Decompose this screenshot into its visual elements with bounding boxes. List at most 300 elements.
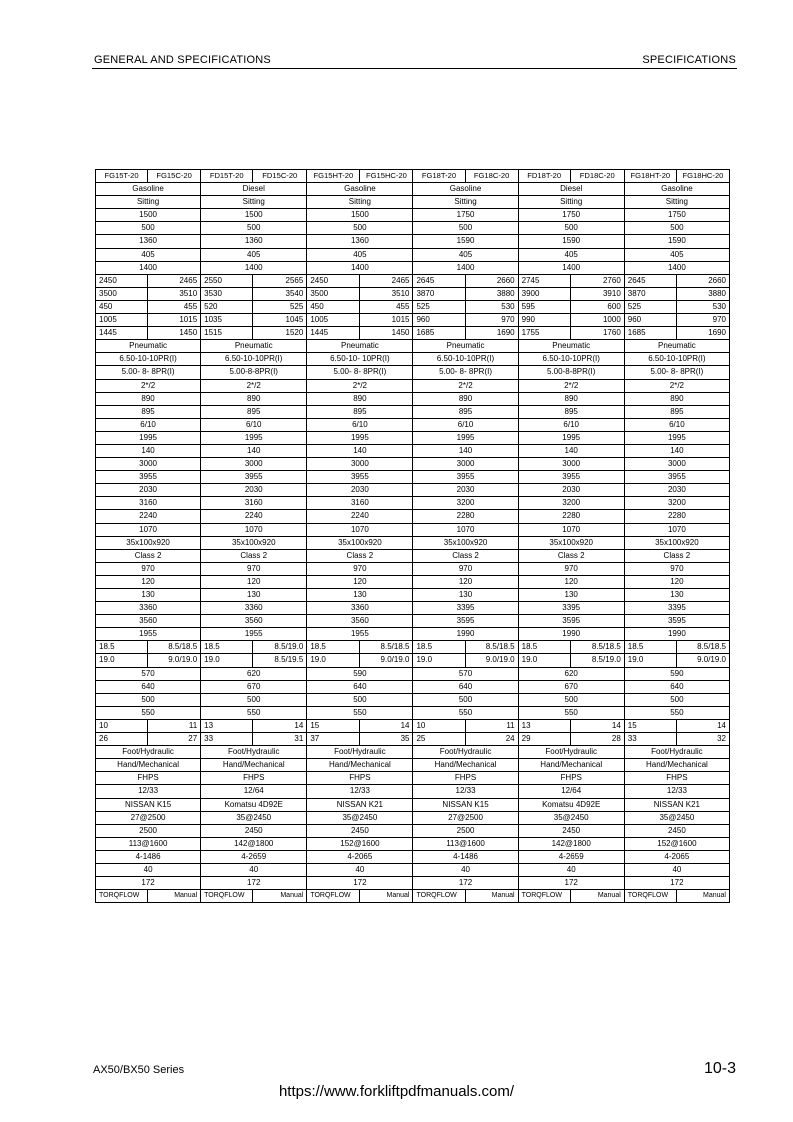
table-cell: 152@1600 [307, 837, 413, 850]
table-cell: 120 [624, 575, 729, 588]
table-cell: 895 [624, 405, 729, 418]
table-cell: 1000 [570, 314, 624, 327]
table-cell: 1400 [518, 261, 624, 274]
table-cell: 2*/2 [96, 379, 201, 392]
table-cell: 890 [307, 392, 413, 405]
table-row [96, 458, 730, 471]
table-cell: 35@2450 [518, 811, 624, 824]
table-cell: 18.5 [307, 641, 360, 654]
table-cell: 5.00- 8- 8PR(I) [96, 366, 201, 379]
table-cell: 895 [307, 405, 413, 418]
table-cell: 1955 [96, 628, 201, 641]
table-cell: Manual [465, 890, 518, 903]
table-cell: 27@2500 [413, 811, 518, 824]
table-cell: 35@2450 [624, 811, 729, 824]
table-row [96, 183, 730, 196]
table-cell: 1070 [624, 523, 729, 536]
table-row [96, 405, 730, 418]
table-cell: 1400 [201, 261, 307, 274]
table-cell: 35x100x920 [307, 536, 413, 549]
table-cell: 120 [518, 575, 624, 588]
table-cell: 405 [307, 248, 413, 261]
table-cell: 40 [307, 863, 413, 876]
table-cell: 500 [624, 222, 729, 235]
table-cell: 500 [201, 222, 307, 235]
table-cell: 3200 [624, 497, 729, 510]
table-cell: 15 [624, 719, 676, 732]
table-cell: 500 [96, 222, 201, 235]
table-cell: 1500 [307, 209, 413, 222]
table-cell: 895 [201, 405, 307, 418]
table-cell: TORQFLOW [96, 890, 148, 903]
table-cell: 35@2450 [307, 811, 413, 824]
table-cell: 895 [413, 405, 518, 418]
table-cell: Sitting [201, 196, 307, 209]
table-row [96, 196, 730, 209]
table-cell: 2660 [676, 274, 729, 287]
table-cell: 1995 [413, 431, 518, 444]
table-cell: 3955 [201, 471, 307, 484]
table-cell: 9.0/19.0 [360, 654, 413, 667]
table-cell: Hand/Mechanical [201, 759, 307, 772]
table-cell: 3395 [624, 602, 729, 615]
table-cell: Komatsu 4D92E [201, 798, 307, 811]
table-cell: 3595 [518, 615, 624, 628]
table-row [96, 523, 730, 536]
table-cell: 525 [624, 300, 676, 313]
model-header-cell: FG15C-20 [148, 170, 201, 183]
table-cell: NISSAN K21 [624, 798, 729, 811]
table-cell: 29 [518, 733, 570, 746]
table-cell: 3880 [676, 287, 729, 300]
table-cell: 6/10 [518, 418, 624, 431]
table-cell: Foot/Hydraulic [96, 746, 201, 759]
table-cell: 890 [624, 392, 729, 405]
table-cell: 3870 [413, 287, 465, 300]
table-cell: FHPS [96, 772, 201, 785]
table-cell: 10 [96, 719, 148, 732]
table-cell: FHPS [518, 772, 624, 785]
table-cell: 1520 [253, 327, 307, 340]
table-cell: 12/64 [201, 785, 307, 798]
table-cell: 3500 [307, 287, 360, 300]
table-cell: Sitting [624, 196, 729, 209]
table-cell: 3540 [253, 287, 307, 300]
table-cell: 500 [413, 222, 518, 235]
table-cell: 640 [413, 680, 518, 693]
table-cell: 40 [518, 863, 624, 876]
table-cell: Sitting [518, 196, 624, 209]
table-cell: 1400 [307, 261, 413, 274]
table-row [96, 706, 730, 719]
table-cell: 40 [413, 863, 518, 876]
model-header-cell: FG18C-20 [465, 170, 518, 183]
table-cell: Pneumatic [96, 340, 201, 353]
table-cell: 405 [413, 248, 518, 261]
table-cell: 1755 [518, 327, 570, 340]
table-cell: 4-1486 [96, 850, 201, 863]
table-cell: 405 [201, 248, 307, 261]
table-cell: 8.5/18.5 [360, 641, 413, 654]
table-cell: 500 [201, 693, 307, 706]
table-cell: 140 [201, 444, 307, 457]
table-row [96, 562, 730, 575]
table-cell: 1070 [518, 523, 624, 536]
table-cell: 140 [307, 444, 413, 457]
table-cell: 500 [518, 222, 624, 235]
table-cell: 12/33 [96, 785, 201, 798]
table-cell: 2*/2 [413, 379, 518, 392]
table-cell: Manual [148, 890, 201, 903]
table-cell: 1690 [465, 327, 518, 340]
table-cell: Hand/Mechanical [413, 759, 518, 772]
table-cell: 890 [518, 392, 624, 405]
table-cell: TORQFLOW [201, 890, 253, 903]
model-header-cell: FG15HT-20 [307, 170, 360, 183]
table-row [96, 209, 730, 222]
model-header-cell: FG18HC-20 [676, 170, 729, 183]
table-cell: 40 [201, 863, 307, 876]
table-cell: 570 [413, 667, 518, 680]
table-cell: 670 [201, 680, 307, 693]
table-cell: Pneumatic [307, 340, 413, 353]
source-url-link[interactable]: https://www.forkliftpdfmanuals.com/ [278, 1083, 515, 1100]
table-cell: Gasoline [307, 183, 413, 196]
table-row [96, 602, 730, 615]
table-cell: 3955 [518, 471, 624, 484]
table-row [96, 431, 730, 444]
table-row [96, 261, 730, 274]
table-cell: 550 [624, 706, 729, 719]
table-row [96, 575, 730, 588]
table-cell: 530 [676, 300, 729, 313]
table-cell: 5.00-8-8PR(I) [201, 366, 307, 379]
table-cell: 2280 [624, 510, 729, 523]
table-cell: 1995 [518, 431, 624, 444]
table-cell: Hand/Mechanical [96, 759, 201, 772]
table-cell: 405 [96, 248, 201, 261]
table-cell: 1990 [413, 628, 518, 641]
table-cell: 130 [307, 589, 413, 602]
table-cell: 2500 [96, 824, 201, 837]
table-cell: 1450 [360, 327, 413, 340]
table-cell: 27 [148, 733, 201, 746]
table-cell: 1070 [413, 523, 518, 536]
model-header-cell: FG18HT-20 [624, 170, 676, 183]
table-cell: 19.0 [96, 654, 148, 667]
table-cell: 890 [413, 392, 518, 405]
model-header-cell: FD18C-20 [570, 170, 624, 183]
table-cell: 1015 [148, 314, 201, 327]
table-cell: 970 [307, 562, 413, 575]
table-cell: 2030 [624, 484, 729, 497]
table-cell: 2*/2 [307, 379, 413, 392]
table-cell: Class 2 [624, 549, 729, 562]
table-cell: 970 [465, 314, 518, 327]
table-cell: 455 [148, 300, 201, 313]
table-cell: Manual [570, 890, 624, 903]
table-row [96, 418, 730, 431]
table-cell: 590 [624, 667, 729, 680]
table-cell: 1360 [307, 235, 413, 248]
table-cell: 19.0 [518, 654, 570, 667]
table-cell: 3510 [148, 287, 201, 300]
table-cell: 13 [201, 719, 253, 732]
header-chapter-title: SPECIFICATIONS [642, 54, 736, 66]
table-cell: 12/33 [413, 785, 518, 798]
table-row [96, 641, 730, 654]
table-cell: 140 [96, 444, 201, 457]
table-cell: 595 [518, 300, 570, 313]
table-cell: 3595 [413, 615, 518, 628]
table-cell: 3510 [360, 287, 413, 300]
table-cell: 600 [570, 300, 624, 313]
table-cell: 970 [518, 562, 624, 575]
table-cell: 140 [624, 444, 729, 457]
table-cell: 2645 [624, 274, 676, 287]
table-cell: 5.00-8-8PR(I) [518, 366, 624, 379]
table-cell: 2030 [96, 484, 201, 497]
table-cell: Diesel [518, 183, 624, 196]
table-cell: 3955 [624, 471, 729, 484]
table-row [96, 733, 730, 746]
table-cell: 2450 [96, 274, 148, 287]
table-cell: 450 [307, 300, 360, 313]
table-cell: Gasoline [413, 183, 518, 196]
table-cell: 6.50-10-10PR(I) [96, 353, 201, 366]
table-cell: 1360 [96, 235, 201, 248]
table-cell: 6.50-10-10PR(I) [518, 353, 624, 366]
table-cell: Pneumatic [201, 340, 307, 353]
table-cell: 3900 [518, 287, 570, 300]
table-cell: 4-2659 [201, 850, 307, 863]
table-cell: 3360 [307, 602, 413, 615]
table-cell: 8.5/19.0 [253, 641, 307, 654]
table-row [96, 392, 730, 405]
table-row [96, 863, 730, 876]
table-row [96, 536, 730, 549]
table-row [96, 680, 730, 693]
table-cell: 3500 [96, 287, 148, 300]
table-cell: 500 [307, 222, 413, 235]
table-cell: 2030 [201, 484, 307, 497]
table-cell: 455 [360, 300, 413, 313]
table-cell: 1070 [201, 523, 307, 536]
table-cell: 3595 [624, 615, 729, 628]
table-cell: 19.0 [307, 654, 360, 667]
table-cell: 6/10 [201, 418, 307, 431]
table-cell: 530 [465, 300, 518, 313]
table-cell: 8.5/19.5 [253, 654, 307, 667]
table-row [96, 667, 730, 680]
table-cell: 3000 [413, 458, 518, 471]
table-cell: 2280 [413, 510, 518, 523]
table-cell: 6/10 [96, 418, 201, 431]
table-cell: 12/33 [624, 785, 729, 798]
table-cell: Manual [360, 890, 413, 903]
table-cell: 1445 [307, 327, 360, 340]
table-cell: 33 [624, 733, 676, 746]
table-cell: Pneumatic [624, 340, 729, 353]
table-row [96, 248, 730, 261]
table-cell: Class 2 [201, 549, 307, 562]
table-row [96, 890, 730, 903]
table-cell: 6.50-10-10PR(I) [201, 353, 307, 366]
table-cell: 4-2065 [307, 850, 413, 863]
table-cell: 3160 [96, 497, 201, 510]
table-cell: 10 [413, 719, 465, 732]
table-cell: 1445 [96, 327, 148, 340]
table-cell: 152@1600 [624, 837, 729, 850]
table-row [96, 353, 730, 366]
table-cell: 1400 [413, 261, 518, 274]
table-cell: 640 [624, 680, 729, 693]
table-cell: 2240 [307, 510, 413, 523]
table-cell: 172 [96, 877, 201, 890]
table-cell: 1685 [624, 327, 676, 340]
table-row [96, 654, 730, 667]
table-row [96, 785, 730, 798]
table-cell: TORQFLOW [413, 890, 465, 903]
table-cell: 620 [201, 667, 307, 680]
table-cell: 3560 [96, 615, 201, 628]
table-cell: 140 [413, 444, 518, 457]
table-cell: 2450 [624, 824, 729, 837]
table-cell: 500 [307, 693, 413, 706]
table-cell: 130 [413, 589, 518, 602]
table-cell: 11 [148, 719, 201, 732]
table-cell: 3880 [465, 287, 518, 300]
table-cell: 3560 [307, 615, 413, 628]
table-cell: 19.0 [413, 654, 465, 667]
table-cell: Pneumatic [518, 340, 624, 353]
table-cell: 3955 [96, 471, 201, 484]
table-cell: FHPS [413, 772, 518, 785]
table-cell: Gasoline [624, 183, 729, 196]
table-cell: 18.5 [413, 641, 465, 654]
table-cell: 2030 [307, 484, 413, 497]
table-cell: Manual [676, 890, 729, 903]
table-cell: 1995 [624, 431, 729, 444]
table-cell: 8.5/19.0 [570, 654, 624, 667]
table-cell: 1500 [96, 209, 201, 222]
table-cell: 1955 [201, 628, 307, 641]
table-cell: 120 [413, 575, 518, 588]
table-cell: 1005 [307, 314, 360, 327]
table-cell: 37 [307, 733, 360, 746]
table-cell: 1450 [148, 327, 201, 340]
table-row [96, 497, 730, 510]
table-cell: 130 [518, 589, 624, 602]
table-cell: 14 [570, 719, 624, 732]
table-cell: 1590 [518, 235, 624, 248]
footer-series: AX50/BX50 Series [93, 1064, 185, 1076]
header-section-title: GENERAL AND SPECIFICATIONS [94, 54, 271, 66]
table-cell: 6.50-10-10PR(I) [413, 353, 518, 366]
table-cell: 2745 [518, 274, 570, 287]
table-cell: 142@1800 [518, 837, 624, 850]
table-cell: 3000 [307, 458, 413, 471]
table-cell: 11 [465, 719, 518, 732]
table-cell: 18.5 [96, 641, 148, 654]
table-cell: 2*/2 [518, 379, 624, 392]
table-cell: 2450 [201, 824, 307, 837]
table-cell: 1070 [96, 523, 201, 536]
table-cell: 6.50-10-10PR(I) [624, 353, 729, 366]
table-cell: Hand/Mechanical [307, 759, 413, 772]
table-row [96, 615, 730, 628]
table-cell: 520 [201, 300, 253, 313]
table-cell: 4-2659 [518, 850, 624, 863]
table-cell: 3395 [518, 602, 624, 615]
table-cell: 14 [253, 719, 307, 732]
table-cell: 12/64 [518, 785, 624, 798]
table-cell: 18.5 [518, 641, 570, 654]
table-row [96, 510, 730, 523]
table-cell: 1955 [307, 628, 413, 641]
model-header-cell: FG15T-20 [96, 170, 148, 183]
table-cell: 1015 [360, 314, 413, 327]
table-cell: 1750 [518, 209, 624, 222]
table-row [96, 759, 730, 772]
table-cell: 5.00- 8- 8PR(I) [307, 366, 413, 379]
table-cell: 25 [413, 733, 465, 746]
table-cell: 970 [96, 562, 201, 575]
table-cell: 3955 [307, 471, 413, 484]
table-cell: 1035 [201, 314, 253, 327]
table-cell: 1750 [624, 209, 729, 222]
table-row [96, 287, 730, 300]
table-cell: 113@1600 [96, 837, 201, 850]
table-cell: 3530 [201, 287, 253, 300]
table-row [96, 589, 730, 602]
table-row [96, 471, 730, 484]
table-cell: 35 [360, 733, 413, 746]
table-cell: 500 [518, 693, 624, 706]
table-cell: 19.0 [624, 654, 676, 667]
table-cell: 1400 [624, 261, 729, 274]
table-cell: 14 [360, 719, 413, 732]
table-cell: 3955 [413, 471, 518, 484]
table-cell: 970 [201, 562, 307, 575]
table-cell: 1005 [96, 314, 148, 327]
table-row [96, 877, 730, 890]
table-cell: 130 [201, 589, 307, 602]
table-cell: 550 [201, 706, 307, 719]
table-cell: 40 [96, 863, 201, 876]
table-cell: 6/10 [624, 418, 729, 431]
table-row [96, 693, 730, 706]
table-row [96, 798, 730, 811]
table-row [96, 628, 730, 641]
table-row [96, 484, 730, 497]
table-cell: NISSAN K21 [307, 798, 413, 811]
table-cell: 2760 [570, 274, 624, 287]
table-cell: 1685 [413, 327, 465, 340]
table-cell: 172 [624, 877, 729, 890]
table-cell: 2500 [413, 824, 518, 837]
model-header-cell: FD15C-20 [253, 170, 307, 183]
table-cell: 500 [96, 693, 201, 706]
table-row [96, 549, 730, 562]
table-cell: 2280 [518, 510, 624, 523]
table-cell: 5.00- 8- 8PR(I) [413, 366, 518, 379]
table-cell: Class 2 [518, 549, 624, 562]
table-cell: 2565 [253, 274, 307, 287]
model-header-cell: FG18T-20 [413, 170, 465, 183]
table-cell: 2240 [96, 510, 201, 523]
table-cell: 550 [307, 706, 413, 719]
